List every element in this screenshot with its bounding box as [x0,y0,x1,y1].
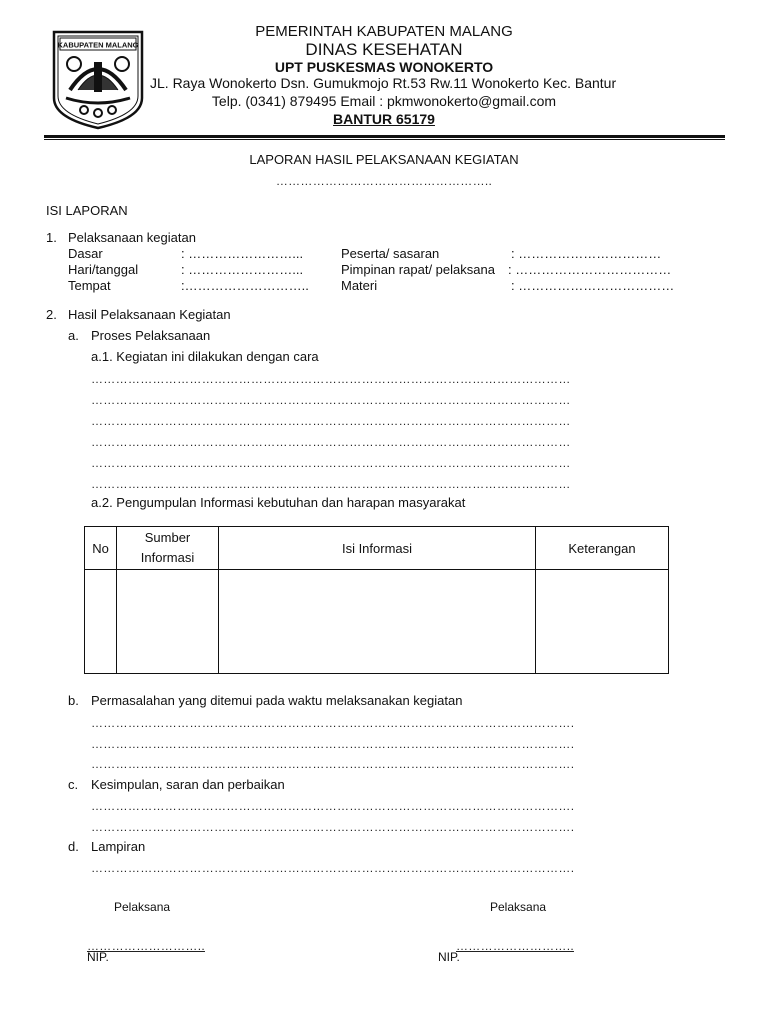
a1-dotted-line: ……………………………………………………………………………………………………… [91,435,571,449]
field-dasar-label: Dasar [68,246,103,261]
signature-left-line: ……………………….. [87,939,205,953]
letterhead-divider [44,135,725,138]
letterhead-address: JL. Raya Wonokerto Dsn. Gumukmojo Rt.53 Rw.11 Wonokerto Kec. Bantur [150,75,617,91]
item-d-label: Lampiran [91,839,146,854]
a1-dotted-line: ……………………………………………………………………………………………………… [91,393,571,407]
field-materi-value: : ……………………………… [511,278,675,293]
header-sumber-informasi: Sumber Informasi [117,527,219,570]
b-dotted-line: ………………………………………………………………………………………………………. [91,716,575,730]
c-dotted-line: ………………………………………………………………………………………………………. [91,799,575,813]
a1-dotted-line: ……………………………………………………………………………………………………… [91,477,571,491]
item-a-label: Proses Pelaksanaan [91,328,211,343]
a1-dotted-line: ……………………………………………………………………………………………………… [91,414,571,428]
information-table [84,526,669,674]
item-b-label: Permasalahan yang ditemui pada waktu melaksanakan kegiatan [91,693,463,708]
field-peserta-value: : …………………………… [511,246,662,261]
kabupaten-malang-logo [50,28,146,130]
header-isi-informasi: Isi Informasi [219,527,536,570]
item-b-marker: b. [68,693,79,708]
item-d-marker: d. [68,839,79,854]
logo-text: KABUPATEN MALANG [57,40,139,50]
signature-right-nip: NIP. [438,950,460,964]
field-peserta-label: Peserta/ sasaran [341,246,440,261]
letterhead-agency: DINAS KESEHATAN [305,40,463,59]
signature-left-label: Pelaksana [114,900,171,914]
letterhead-contact: Telp. (0341) 879495 Email : pkmwonokerto@gmail.com [211,93,557,109]
report-subtitle-dots: …………………………………………….. [275,174,493,188]
letterhead-postal: BANTUR 65179 [333,111,435,127]
field-tempat-label: Tempat [68,278,111,293]
section-title: ISI LAPORAN [46,203,128,218]
section2-label: Hasil Pelaksanaan Kegiatan [68,307,231,322]
b-dotted-line: ………………………………………………………………………………………………………. [91,757,575,771]
report-title: LAPORAN HASIL PELAKSANAAN KEGIATAN [249,152,519,167]
signature-left-nip: NIP. [87,950,109,964]
field-hari-label: Hari/tanggal [68,262,139,277]
section1-number: 1. [46,230,57,245]
field-materi-label: Materi [341,278,378,293]
a1-dotted-line: ……………………………………………………………………………………………………… [91,372,571,386]
cell-isi[interactable] [219,570,536,674]
field-dasar-value: : ……………………... [181,246,304,261]
b-dotted-line: ………………………………………………………………………………………………………. [91,737,575,751]
header-no: No [85,527,117,570]
item-c-marker: c. [68,777,79,792]
letterhead-government: PEMERINTAH KABUPATEN MALANG [255,23,513,40]
c-dotted-line: ………………………………………………………………………………………………………. [91,820,575,834]
d-dotted-line: ………………………………………………………………………………………………………. [91,861,575,875]
letterhead-divider-thin [44,139,725,140]
field-tempat-value: :……………………….. [181,278,309,293]
field-pimpinan-label: Pimpinan rapat/ pelaksana [341,262,495,277]
item-a1-label: a.1. Kegiatan ini dilakukan dengan cara [91,349,319,364]
field-hari-value: : ……………………... [181,262,304,277]
cell-keterangan[interactable] [536,570,669,674]
signature-right-line: ……………………….. [456,939,574,953]
signature-right-label: Pelaksana [490,900,547,914]
section1-label: Pelaksanaan kegiatan [68,230,196,245]
cell-sumber[interactable] [117,570,219,674]
item-c-label: Kesimpulan, saran dan perbaikan [91,777,285,792]
table-row [85,570,669,674]
item-a2-label: a.2. Pengumpulan Informasi kebutuhan dan harapan masyarakat [91,495,466,510]
item-a-marker: a. [68,328,79,343]
cell-no[interactable] [85,570,117,674]
a1-dotted-line: ……………………………………………………………………………………………………… [91,456,571,470]
header-keterangan: Keterangan [536,527,669,570]
section2-number: 2. [46,307,57,322]
field-pimpinan-value: : ……………………………… [508,262,672,277]
letterhead-unit: UPT PUSKESMAS WONOKERTO [274,59,494,75]
table-header-row [85,527,669,570]
